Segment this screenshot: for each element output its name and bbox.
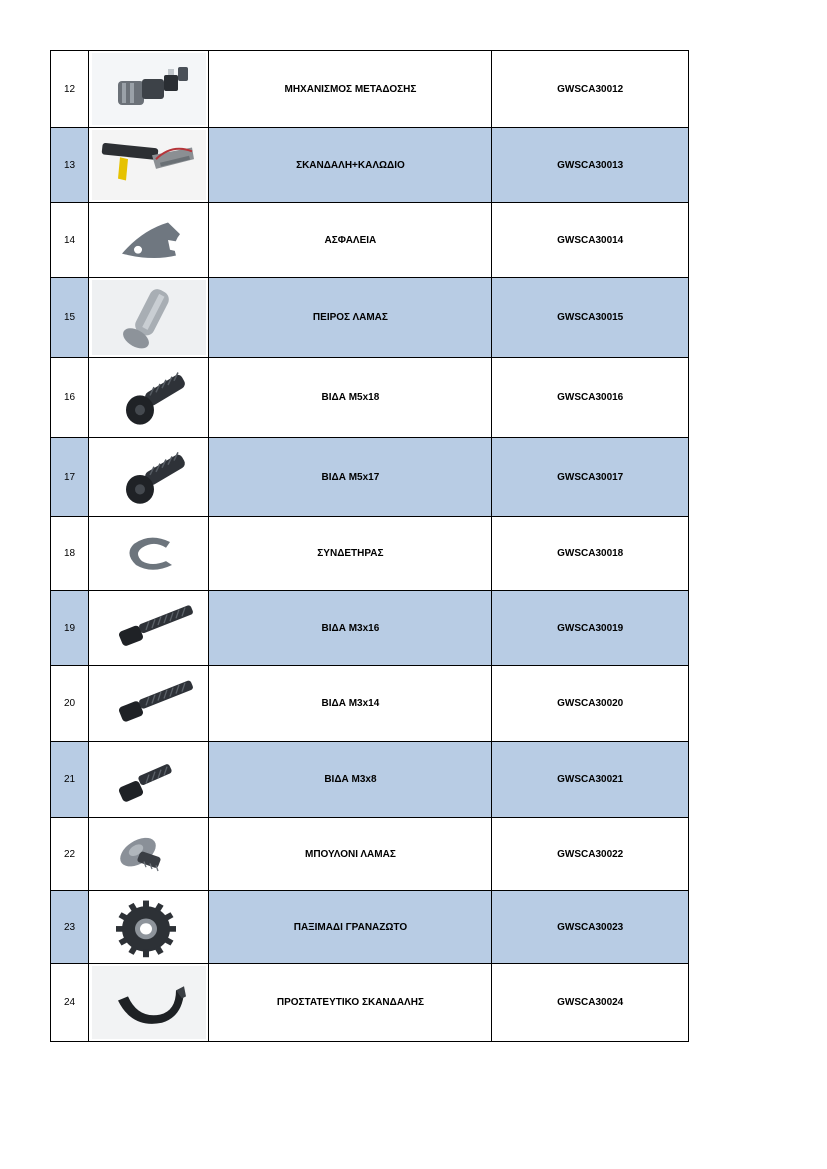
button-screw-icon	[92, 440, 206, 514]
part-name: ΒΙΔΑ Μ3x8	[209, 742, 492, 818]
table-row	[51, 517, 689, 591]
part-number: 21	[51, 742, 89, 818]
table-row	[51, 818, 689, 891]
table-row	[51, 666, 689, 742]
e-clip-icon	[92, 519, 206, 588]
button-screw-icon	[92, 360, 206, 435]
part-number: 18	[51, 517, 89, 591]
part-code: GWSCA30014	[492, 203, 689, 278]
part-code: GWSCA30020	[492, 666, 689, 742]
trigger-cable-icon	[92, 130, 206, 200]
part-number: 15	[51, 278, 89, 358]
part-name: ΒΙΔΑ Μ5x18	[209, 358, 492, 438]
table-row	[51, 128, 689, 203]
part-image-cell	[89, 742, 209, 818]
part-code: GWSCA30023	[492, 891, 689, 964]
part-image-cell	[89, 964, 209, 1042]
part-number: 24	[51, 964, 89, 1042]
parts-table-body	[51, 51, 689, 1042]
part-name: ΒΙΔΑ Μ5x17	[209, 438, 492, 517]
part-code: GWSCA30015	[492, 278, 689, 358]
part-image-cell	[89, 591, 209, 666]
part-number: 23	[51, 891, 89, 964]
part-image-cell	[89, 666, 209, 742]
table-row	[51, 278, 689, 358]
table-row	[51, 891, 689, 964]
part-image-cell	[89, 438, 209, 517]
part-number: 13	[51, 128, 89, 203]
part-number: 22	[51, 818, 89, 891]
socket-screw-icon	[92, 593, 206, 663]
gear-nut-icon	[92, 893, 206, 961]
part-image-cell	[89, 891, 209, 964]
part-code: GWSCA30017	[492, 438, 689, 517]
part-image-cell	[89, 51, 209, 128]
short-screw-icon	[92, 744, 206, 815]
part-image-cell	[89, 128, 209, 203]
table-row	[51, 358, 689, 438]
socket-screw-icon	[92, 668, 206, 739]
blade-pin-icon	[92, 280, 206, 355]
part-image-cell	[89, 517, 209, 591]
part-image-cell	[89, 278, 209, 358]
part-number: 14	[51, 203, 89, 278]
part-code: GWSCA30012	[492, 51, 689, 128]
part-code: GWSCA30018	[492, 517, 689, 591]
part-name: ΠΡΟΣΤΑΤΕΥΤΙΚΟ ΣΚΑΝΔΑΛΗΣ	[209, 964, 492, 1042]
part-name: ΣΥΝΔΕΤΗΡΑΣ	[209, 517, 492, 591]
part-number: 16	[51, 358, 89, 438]
part-image-cell	[89, 358, 209, 438]
part-code: GWSCA30016	[492, 358, 689, 438]
part-code: GWSCA30024	[492, 964, 689, 1042]
part-number: 17	[51, 438, 89, 517]
part-number: 20	[51, 666, 89, 742]
part-image-cell	[89, 203, 209, 278]
part-name: ΠΑΞΙΜΑΔΙ ΓΡΑΝΑΖΩΤΟ	[209, 891, 492, 964]
part-number: 19	[51, 591, 89, 666]
table-row	[51, 964, 689, 1042]
part-name: ΑΣΦΑΛΕΙΑ	[209, 203, 492, 278]
part-code: GWSCA30021	[492, 742, 689, 818]
part-code: GWSCA30013	[492, 128, 689, 203]
part-name: ΜΗΧΑΝΙΣΜΟΣ ΜΕΤΑΔΟΣΗΣ	[209, 51, 492, 128]
part-code: GWSCA30022	[492, 818, 689, 891]
table-row	[51, 742, 689, 818]
part-name: ΣΚΑΝΔΑΛΗ+ΚΑΛΩΔΙΟ	[209, 128, 492, 203]
part-code: GWSCA30019	[492, 591, 689, 666]
part-name: ΜΠΟΥΛΟΝΙ ΛΑΜΑΣ	[209, 818, 492, 891]
table-row	[51, 203, 689, 278]
part-image-cell	[89, 818, 209, 891]
safety-clip-icon	[92, 205, 206, 275]
table-row	[51, 51, 689, 128]
gear-mechanism-icon	[92, 53, 206, 125]
part-number: 12	[51, 51, 89, 128]
part-name: ΒΙΔΑ Μ3x14	[209, 666, 492, 742]
part-name: ΠΕΙΡΟΣ ΛΑΜΑΣ	[209, 278, 492, 358]
parts-table	[50, 50, 689, 1042]
table-row	[51, 438, 689, 517]
part-name: ΒΙΔΑ Μ3x16	[209, 591, 492, 666]
trigger-guard-icon	[92, 966, 206, 1039]
table-row	[51, 591, 689, 666]
blade-bolt-icon	[92, 820, 206, 888]
